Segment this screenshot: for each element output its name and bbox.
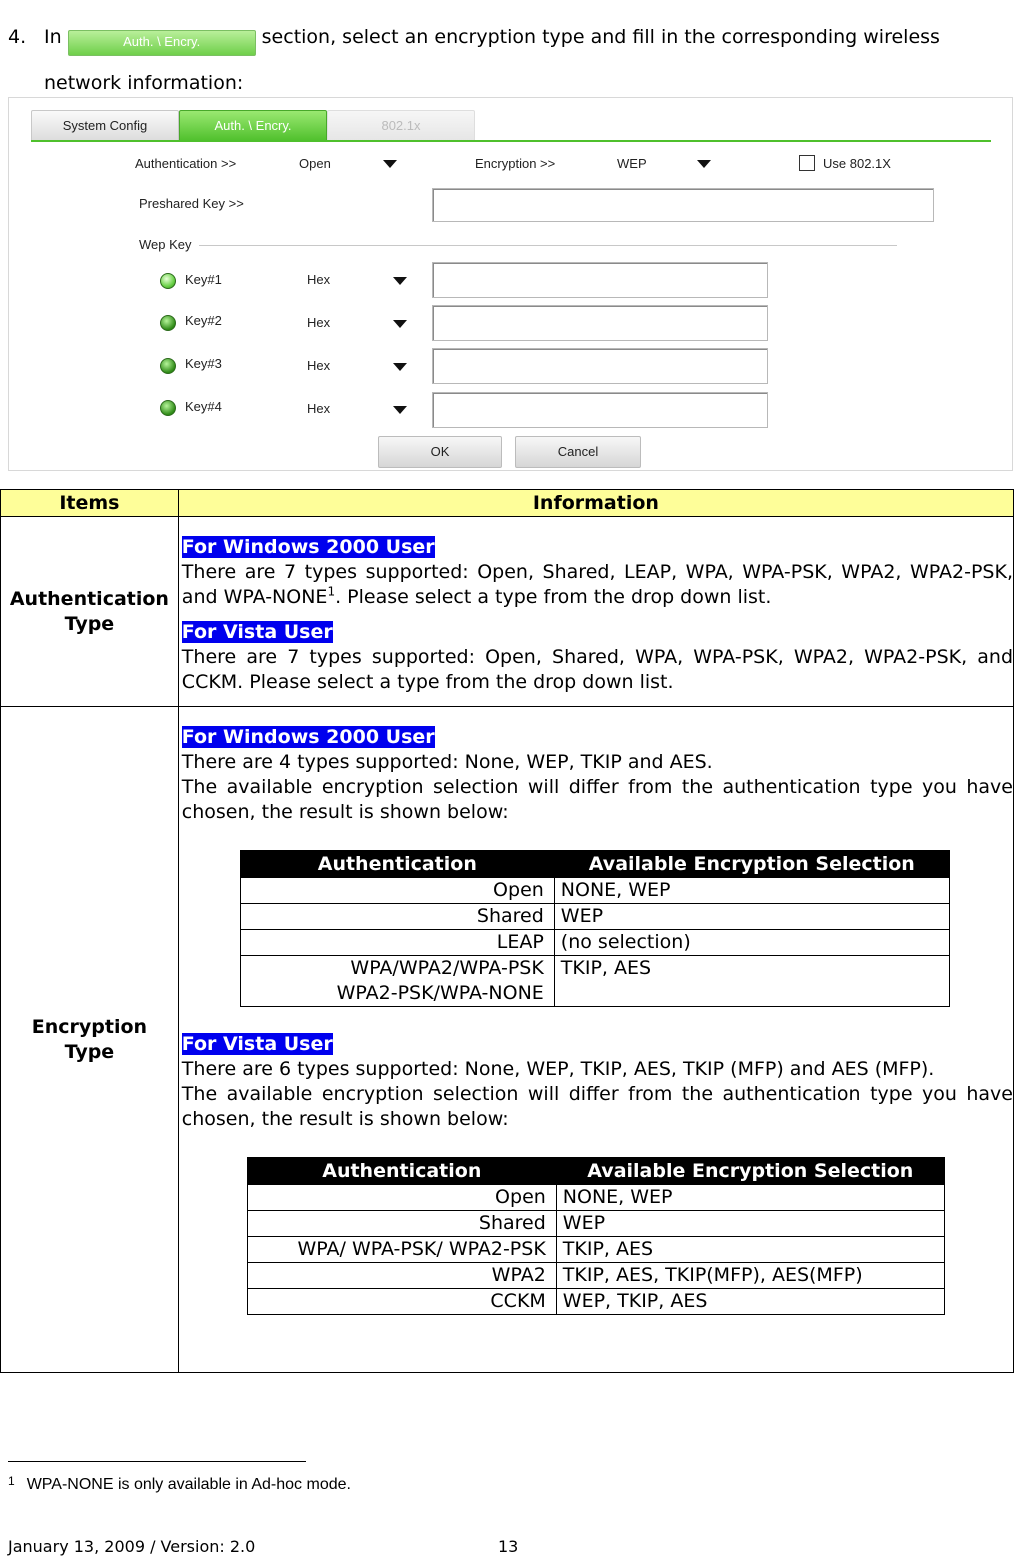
step-text-after: section, select an encryption type and fill in the corresponding wireless (261, 26, 940, 48)
key1-type-dropdown-icon[interactable] (393, 277, 407, 285)
tab-8021x[interactable]: 802.1x (327, 110, 475, 142)
use-8021x-label: Use 802.1X (823, 156, 891, 171)
footnote-text: WPA-NONE is only available in Ad-hoc mode. (26, 1476, 351, 1493)
key2-input[interactable] (432, 305, 768, 341)
enc-item-line2: Type (64, 1040, 115, 1063)
tab-bar (31, 110, 479, 140)
ok-button[interactable]: OK (378, 436, 502, 468)
win-row-auth: WPA/WPA2/WPA-PSK WPA2-PSK/WPA-NONE (240, 956, 554, 1007)
win-row-enc: NONE, WEP (554, 878, 949, 904)
win-row-auth: LEAP (240, 930, 554, 956)
vista-row-enc: WEP (556, 1211, 944, 1237)
key3-radio[interactable] (160, 358, 176, 374)
vista-row-auth: CCKM (247, 1289, 556, 1315)
step-number: 4. (8, 26, 27, 48)
auth-item-line1: Authentication (9, 587, 169, 610)
vista-row-auth: WPA2 (247, 1263, 556, 1289)
items-information-table (0, 489, 1014, 1373)
vista-encryption-table (247, 1157, 945, 1315)
key4-input[interactable] (432, 392, 768, 428)
key2-label: Key#2 (185, 313, 222, 328)
step-text-before: In (44, 26, 62, 48)
vista-row-auth: WPA/ WPA-PSK/ WPA2-PSK (247, 1237, 556, 1263)
key4-type-value[interactable]: Hex (307, 401, 331, 416)
vista-sub-header-enc: Available Encryption Selection (556, 1158, 944, 1185)
preshared-key-input[interactable] (432, 188, 934, 222)
table-row (247, 1185, 944, 1211)
table-row (247, 1237, 944, 1263)
key3-label: Key#3 (185, 356, 222, 371)
win-row-enc: WEP (554, 904, 949, 930)
authentication-label: Authentication >> (135, 156, 237, 171)
use-8021x-checkbox[interactable] (799, 155, 815, 171)
table-row (240, 930, 949, 956)
encryption-type-row (1, 707, 1014, 1373)
encryption-type-info (178, 707, 1013, 1373)
win-sub-header-enc: Available Encryption Selection (554, 851, 949, 878)
key1-input[interactable] (432, 262, 768, 298)
wep-key-divider (199, 245, 897, 246)
win-row-auth: Shared (240, 904, 554, 930)
table-row (247, 1211, 944, 1237)
key4-type-dropdown-icon[interactable] (393, 406, 407, 414)
key2-type-dropdown-icon[interactable] (393, 320, 407, 328)
windows-encryption-table (240, 850, 950, 1007)
cancel-button[interactable]: Cancel (515, 436, 641, 468)
vista-row-auth: Open (247, 1185, 556, 1211)
col-information-header: Information (178, 490, 1013, 517)
encryption-select-value[interactable]: WEP (617, 156, 647, 171)
enc-windows-text2: The available encryption selection will differ from the authentication type you have chosen, the result is shown below: (181, 776, 1013, 823)
encryption-dropdown-icon[interactable] (697, 160, 711, 168)
step-4 (8, 14, 1013, 94)
key2-radio[interactable] (160, 315, 176, 331)
vista-sub-header-auth: Authentication (247, 1158, 556, 1185)
auth-encry-screenshot (8, 97, 1013, 471)
vista-row-auth: Shared (247, 1211, 556, 1237)
authentication-dropdown-icon[interactable] (383, 160, 397, 168)
win-row-auth: Open (240, 878, 554, 904)
key1-type-value[interactable]: Hex (307, 272, 331, 287)
auth-vista-heading: For Vista User (181, 621, 333, 643)
enc-item-line1: Encryption (31, 1015, 148, 1038)
footnote-divider (8, 1461, 306, 1462)
key3-input[interactable] (432, 348, 768, 384)
page-number: 13 (498, 1537, 519, 1556)
table-row (247, 1263, 944, 1289)
vista-row-enc: NONE, WEP (556, 1185, 944, 1211)
footnote-number: 1 (8, 1474, 15, 1488)
authentication-select-value[interactable]: Open (299, 156, 331, 171)
win-sub-header-auth: Authentication (240, 851, 554, 878)
encryption-type-item (1, 707, 179, 1373)
table-row (240, 956, 949, 1007)
key1-radio[interactable] (160, 273, 176, 289)
encryption-label: Encryption >> (475, 156, 556, 171)
col-items-header: Items (1, 490, 179, 517)
tab-system-config[interactable]: System Config (31, 110, 179, 142)
table-row (240, 904, 949, 930)
tab-underline (31, 140, 991, 142)
authentication-type-item (1, 517, 179, 707)
auth-vista-text: There are 7 types supported: Open, Shared, WPA, WPA-PSK, WPA2, WPA2-PSK, and CCKM. Please select a type from the drop down list. (181, 646, 1013, 693)
enc-vista-text1: There are 6 types supported: None, WEP, TKIP, AES, TKIP (MFP) and AES (MFP). (181, 1058, 935, 1080)
inline-auth-tab-image: Auth. \ Encry. (68, 30, 256, 56)
authentication-type-row (1, 517, 1014, 707)
key3-type-value[interactable]: Hex (307, 358, 331, 373)
vista-row-enc: WEP, TKIP, AES (556, 1289, 944, 1315)
tab-auth-encry[interactable]: Auth. \ Encry. (179, 110, 327, 142)
auth-windows-text: There are 7 types supported: Open, Shared, LEAP, WPA, WPA-PSK, WPA2, WPA2-PSK, and WPA-NONE$^1$. Please select a type from the drop down list. (181, 561, 1013, 608)
win-row-enc: TKIP, AES (554, 956, 949, 1007)
wep-key-label: Wep Key (139, 237, 192, 252)
preshared-key-label: Preshared Key >> (139, 196, 244, 211)
footnote (8, 1476, 351, 1494)
table-row (240, 878, 949, 904)
enc-vista-text2: The available encryption selection will differ from the authentication type you have chosen, the result is shown below: (181, 1083, 1013, 1130)
enc-windows-text1: There are 4 types supported: None, WEP, TKIP and AES. (181, 751, 713, 773)
key4-radio[interactable] (160, 400, 176, 416)
vista-row-enc: TKIP, AES, TKIP(MFP), AES(MFP) (556, 1263, 944, 1289)
table-row (247, 1289, 944, 1315)
key1-label: Key#1 (185, 272, 222, 287)
vista-row-enc: TKIP, AES (556, 1237, 944, 1263)
win-row-enc: (no selection) (554, 930, 949, 956)
key4-label: Key#4 (185, 399, 222, 414)
auth-item-line2: Type (64, 612, 115, 635)
step-text-cont: network information: (44, 72, 244, 94)
key3-type-dropdown-icon[interactable] (393, 363, 407, 371)
authentication-type-info (178, 517, 1013, 707)
auth-windows-heading: For Windows 2000 User (181, 536, 435, 558)
enc-vista-heading: For Vista User (181, 1033, 333, 1055)
key2-type-value[interactable]: Hex (307, 315, 331, 330)
footer-date-version: January 13, 2009 / Version: 2.0 (8, 1537, 256, 1556)
footnote-ref: 1 (327, 584, 336, 599)
enc-windows-heading: For Windows 2000 User (181, 726, 435, 748)
